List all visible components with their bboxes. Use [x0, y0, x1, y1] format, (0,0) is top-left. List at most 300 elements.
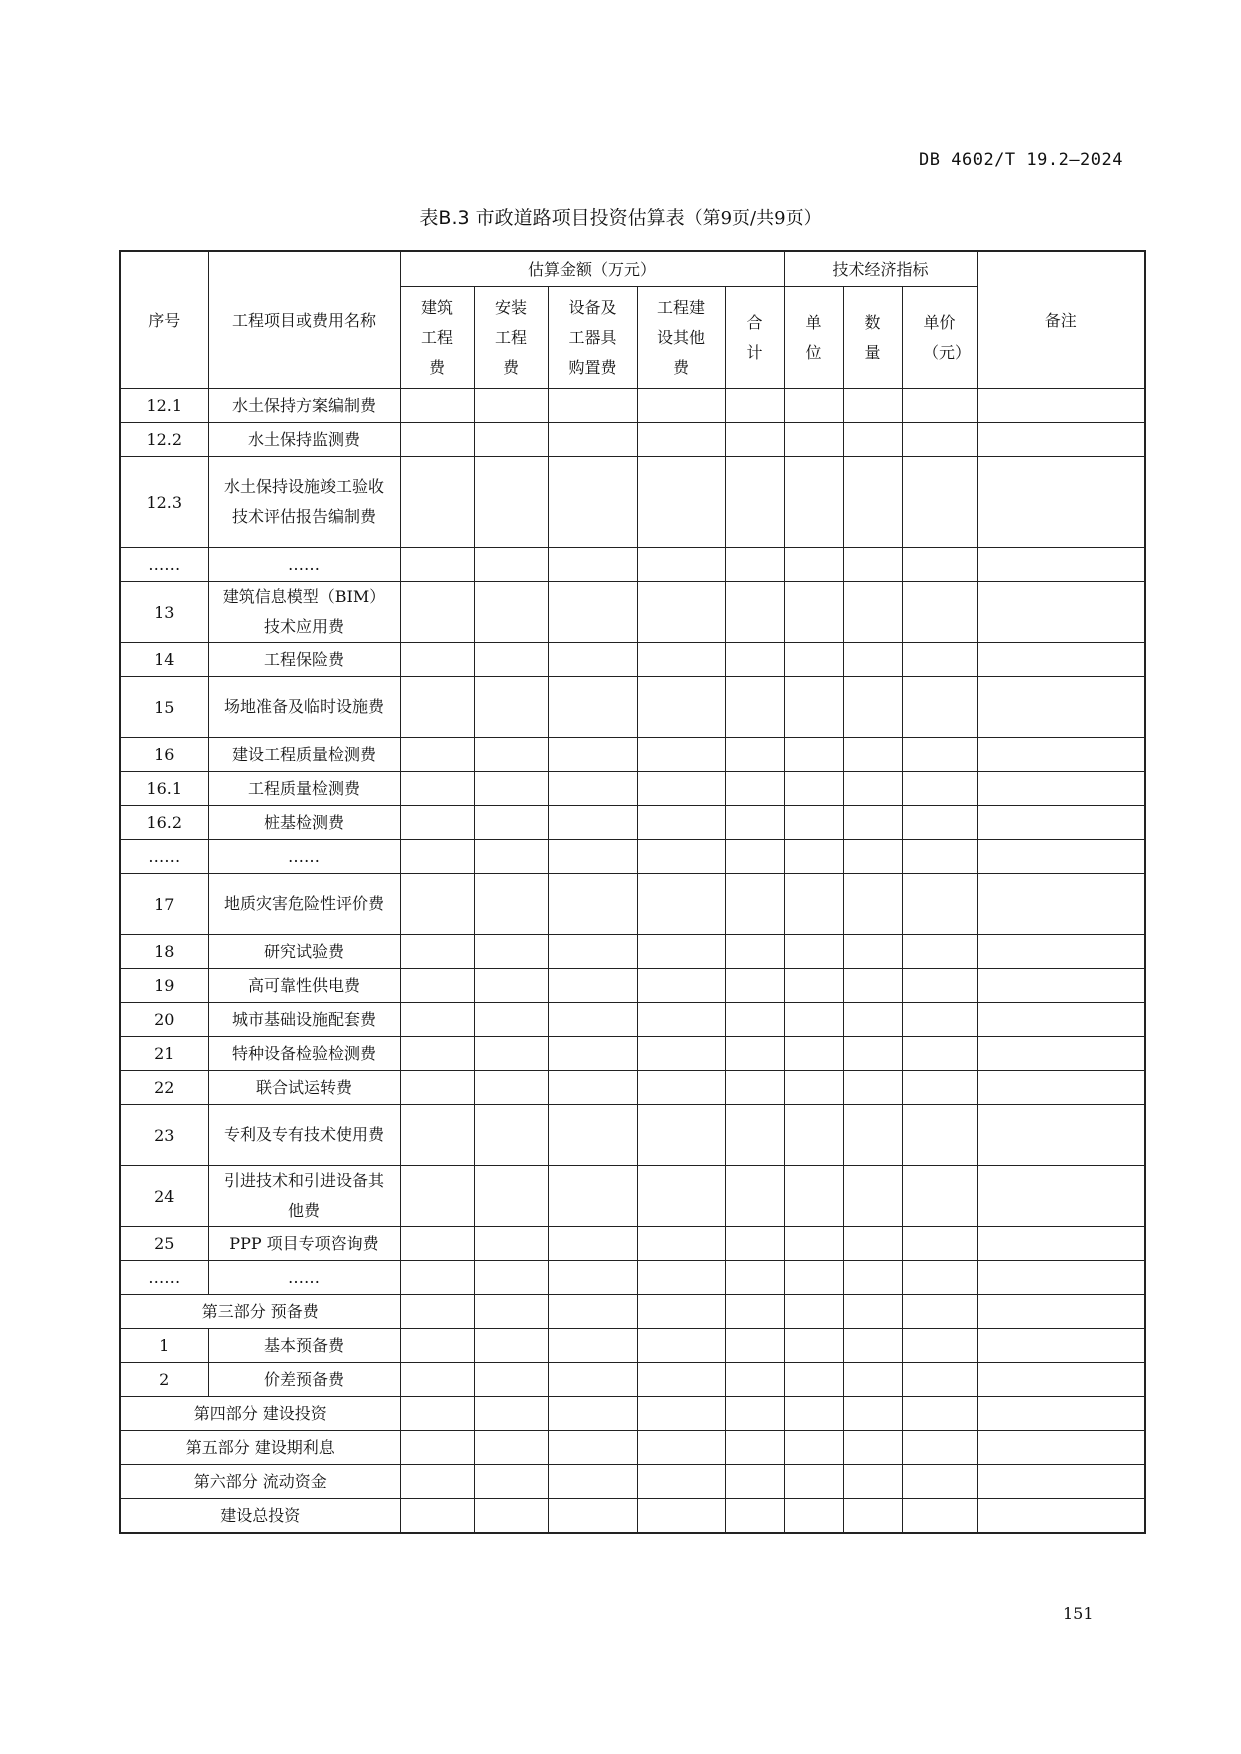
row-cell-8 — [902, 1071, 977, 1105]
row-seq: 14 — [120, 643, 208, 677]
row-name: 桩基检测费 — [208, 806, 400, 840]
part6-row-cell-6 — [784, 1465, 843, 1499]
row-cell-5 — [725, 677, 784, 738]
part6-row-cell-7 — [843, 1465, 902, 1499]
row-cell-1 — [400, 582, 474, 643]
page-number: 151 — [1063, 1604, 1094, 1623]
row-cell-7 — [843, 1363, 902, 1397]
table-row — [120, 1037, 1145, 1071]
row-cell-7 — [843, 874, 902, 935]
row-cell-1 — [400, 1329, 474, 1363]
row-cell-8 — [902, 806, 977, 840]
row-cell-4 — [637, 1003, 725, 1037]
total-row-cell-2 — [474, 1499, 548, 1534]
row-cell-1 — [400, 1003, 474, 1037]
row-cell-9 — [977, 389, 1145, 423]
row-cell-4 — [637, 969, 725, 1003]
table-row — [120, 1227, 1145, 1261]
row-cell-2 — [474, 1329, 548, 1363]
row-cell-1 — [400, 772, 474, 806]
row-cell-4 — [637, 643, 725, 677]
row-cell-6 — [784, 1329, 843, 1363]
row-cell-9 — [977, 643, 1145, 677]
row-cell-6 — [784, 1037, 843, 1071]
row-cell-5 — [725, 806, 784, 840]
row-cell-4 — [637, 840, 725, 874]
row-cell-3 — [548, 1261, 637, 1295]
header-name: 工程项目或费用名称 — [208, 251, 400, 389]
row-cell-1 — [400, 1227, 474, 1261]
header-sub-col-8: 单价（元） — [902, 287, 977, 389]
row-cell-3 — [548, 1227, 637, 1261]
row-cell-8 — [902, 389, 977, 423]
row-cell-3 — [548, 1363, 637, 1397]
part4-row-cell-9 — [977, 1397, 1145, 1431]
table-row — [120, 1071, 1145, 1105]
row-cell-2 — [474, 772, 548, 806]
row-cell-3 — [548, 643, 637, 677]
row-cell-4 — [637, 1037, 725, 1071]
row-seq: 16.2 — [120, 806, 208, 840]
row-cell-4 — [637, 1071, 725, 1105]
row-name: 研究试验费 — [208, 935, 400, 969]
part5-row — [120, 1431, 1145, 1465]
row-cell-3 — [548, 874, 637, 935]
table-row — [120, 423, 1145, 457]
row-seq: 24 — [120, 1166, 208, 1227]
row-cell-3 — [548, 840, 637, 874]
row-cell-2 — [474, 389, 548, 423]
row-cell-5 — [725, 423, 784, 457]
row-cell-6 — [784, 1261, 843, 1295]
row-cell-2 — [474, 840, 548, 874]
row-cell-6 — [784, 677, 843, 738]
total-row-cell-4 — [637, 1499, 725, 1534]
row-cell-5 — [725, 582, 784, 643]
row-cell-1 — [400, 1105, 474, 1166]
row-cell-3 — [548, 806, 637, 840]
row-cell-2 — [474, 677, 548, 738]
row-name: 建筑信息模型（BIM）技术应用费 — [208, 582, 400, 643]
row-cell-3 — [548, 389, 637, 423]
row-cell-2 — [474, 1166, 548, 1227]
part5-row-cell-5 — [725, 1431, 784, 1465]
row-cell-3 — [548, 935, 637, 969]
part3-row — [120, 1295, 1145, 1329]
part5-row-cell-1 — [400, 1431, 474, 1465]
part3-row-cell-9 — [977, 1295, 1145, 1329]
document-code: DB 4602/T 19.2—2024 — [919, 150, 1123, 170]
row-cell-8 — [902, 1105, 977, 1166]
row-cell-7 — [843, 969, 902, 1003]
row-cell-9 — [977, 1227, 1145, 1261]
row-cell-7 — [843, 643, 902, 677]
table-row — [120, 1329, 1145, 1363]
row-cell-9 — [977, 582, 1145, 643]
row-cell-2 — [474, 1363, 548, 1397]
row-seq: …… — [120, 840, 208, 874]
row-cell-5 — [725, 1166, 784, 1227]
total-row-cell-5 — [725, 1499, 784, 1534]
row-cell-3 — [548, 1105, 637, 1166]
row-cell-5 — [725, 840, 784, 874]
row-name: 城市基础设施配套费 — [208, 1003, 400, 1037]
row-name: 水土保持监测费 — [208, 423, 400, 457]
row-cell-5 — [725, 389, 784, 423]
row-name: 场地准备及临时设施费 — [208, 677, 400, 738]
row-cell-2 — [474, 935, 548, 969]
row-seq: 22 — [120, 1071, 208, 1105]
row-name: …… — [208, 548, 400, 582]
row-cell-9 — [977, 677, 1145, 738]
part4-row-label: 第四部分 建设投资 — [120, 1397, 400, 1431]
row-cell-5 — [725, 772, 784, 806]
row-cell-6 — [784, 1071, 843, 1105]
row-cell-6 — [784, 548, 843, 582]
row-seq: 13 — [120, 582, 208, 643]
header-remark: 备注 — [977, 251, 1145, 389]
row-cell-1 — [400, 806, 474, 840]
row-cell-1 — [400, 840, 474, 874]
row-name: 地质灾害危险性评价费 — [208, 874, 400, 935]
row-cell-2 — [474, 457, 548, 548]
row-seq: …… — [120, 1261, 208, 1295]
row-cell-6 — [784, 772, 843, 806]
row-cell-1 — [400, 548, 474, 582]
row-seq: 20 — [120, 1003, 208, 1037]
row-name: PPP 项目专项咨询费 — [208, 1227, 400, 1261]
part4-row — [120, 1397, 1145, 1431]
row-cell-5 — [725, 1105, 784, 1166]
row-cell-3 — [548, 423, 637, 457]
row-name: 建设工程质量检测费 — [208, 738, 400, 772]
table-row — [120, 874, 1145, 935]
row-cell-8 — [902, 772, 977, 806]
total-row-cell-6 — [784, 1499, 843, 1534]
total-row-cell-3 — [548, 1499, 637, 1534]
row-cell-9 — [977, 1329, 1145, 1363]
row-cell-1 — [400, 874, 474, 935]
part5-row-cell-3 — [548, 1431, 637, 1465]
row-cell-7 — [843, 1003, 902, 1037]
row-cell-6 — [784, 969, 843, 1003]
row-cell-1 — [400, 969, 474, 1003]
row-cell-8 — [902, 677, 977, 738]
row-cell-7 — [843, 840, 902, 874]
row-cell-5 — [725, 1227, 784, 1261]
table-title — [0, 203, 1241, 230]
row-cell-7 — [843, 1071, 902, 1105]
row-cell-5 — [725, 548, 784, 582]
row-cell-9 — [977, 969, 1145, 1003]
row-cell-4 — [637, 874, 725, 935]
row-cell-4 — [637, 1261, 725, 1295]
row-cell-9 — [977, 772, 1145, 806]
part4-row-cell-1 — [400, 1397, 474, 1431]
row-cell-9 — [977, 1105, 1145, 1166]
row-cell-8 — [902, 457, 977, 548]
part4-row-cell-7 — [843, 1397, 902, 1431]
row-cell-7 — [843, 772, 902, 806]
part3-row-cell-1 — [400, 1295, 474, 1329]
row-cell-2 — [474, 1261, 548, 1295]
total-row-cell-9 — [977, 1499, 1145, 1534]
row-name: …… — [208, 1261, 400, 1295]
table-row — [120, 582, 1145, 643]
row-cell-5 — [725, 1003, 784, 1037]
row-cell-4 — [637, 582, 725, 643]
part3-row-cell-6 — [784, 1295, 843, 1329]
row-cell-1 — [400, 935, 474, 969]
row-name: 联合试运转费 — [208, 1071, 400, 1105]
row-cell-7 — [843, 582, 902, 643]
row-cell-2 — [474, 582, 548, 643]
row-cell-1 — [400, 1363, 474, 1397]
row-seq: 15 — [120, 677, 208, 738]
row-cell-6 — [784, 738, 843, 772]
table-row — [120, 643, 1145, 677]
row-cell-7 — [843, 935, 902, 969]
header-indicator-group: 技术经济指标 — [784, 251, 977, 287]
total-row-cell-7 — [843, 1499, 902, 1534]
row-cell-6 — [784, 840, 843, 874]
row-seq: 2 — [120, 1363, 208, 1397]
table-row — [120, 1261, 1145, 1295]
row-cell-4 — [637, 1166, 725, 1227]
part4-row-cell-3 — [548, 1397, 637, 1431]
row-cell-1 — [400, 677, 474, 738]
table-row — [120, 1363, 1145, 1397]
row-cell-7 — [843, 1261, 902, 1295]
row-cell-2 — [474, 1037, 548, 1071]
row-cell-7 — [843, 457, 902, 548]
row-seq: 12.1 — [120, 389, 208, 423]
row-cell-4 — [637, 1329, 725, 1363]
row-cell-5 — [725, 1037, 784, 1071]
row-cell-6 — [784, 1003, 843, 1037]
row-cell-9 — [977, 423, 1145, 457]
row-cell-4 — [637, 677, 725, 738]
row-cell-9 — [977, 1363, 1145, 1397]
table-row — [120, 840, 1145, 874]
part5-row-cell-6 — [784, 1431, 843, 1465]
row-cell-5 — [725, 643, 784, 677]
row-cell-6 — [784, 389, 843, 423]
row-seq: 18 — [120, 935, 208, 969]
row-cell-3 — [548, 1166, 637, 1227]
total-row-cell-8 — [902, 1499, 977, 1534]
row-cell-9 — [977, 548, 1145, 582]
row-cell-9 — [977, 1261, 1145, 1295]
row-cell-5 — [725, 1363, 784, 1397]
row-cell-2 — [474, 1003, 548, 1037]
row-cell-1 — [400, 423, 474, 457]
row-seq: 17 — [120, 874, 208, 935]
row-cell-4 — [637, 772, 725, 806]
row-name: 高可靠性供电费 — [208, 969, 400, 1003]
part5-row-cell-4 — [637, 1431, 725, 1465]
part5-row-cell-7 — [843, 1431, 902, 1465]
part5-row-cell-8 — [902, 1431, 977, 1465]
part3-row-cell-4 — [637, 1295, 725, 1329]
row-name: 工程质量检测费 — [208, 772, 400, 806]
row-name: 引进技术和引进设备其他费 — [208, 1166, 400, 1227]
header-sub-col-4: 工程建设其他费 — [637, 287, 725, 389]
row-seq: 25 — [120, 1227, 208, 1261]
row-cell-1 — [400, 389, 474, 423]
part4-row-cell-2 — [474, 1397, 548, 1431]
row-cell-2 — [474, 548, 548, 582]
row-cell-7 — [843, 548, 902, 582]
part3-row-cell-7 — [843, 1295, 902, 1329]
header-sub-col-3: 设备及工器具购置费 — [548, 287, 637, 389]
table-row — [120, 457, 1145, 548]
row-cell-8 — [902, 1261, 977, 1295]
row-cell-4 — [637, 389, 725, 423]
row-cell-1 — [400, 1037, 474, 1071]
row-cell-1 — [400, 738, 474, 772]
row-cell-8 — [902, 738, 977, 772]
row-cell-4 — [637, 548, 725, 582]
row-cell-7 — [843, 806, 902, 840]
row-cell-8 — [902, 935, 977, 969]
row-cell-1 — [400, 1261, 474, 1295]
row-cell-9 — [977, 935, 1145, 969]
table-row — [120, 1105, 1145, 1166]
row-cell-6 — [784, 643, 843, 677]
row-cell-8 — [902, 1329, 977, 1363]
row-cell-7 — [843, 1166, 902, 1227]
row-cell-5 — [725, 738, 784, 772]
table-row — [120, 738, 1145, 772]
row-name: 价差预备费 — [208, 1363, 400, 1397]
row-seq: …… — [120, 548, 208, 582]
table-row — [120, 969, 1145, 1003]
row-cell-5 — [725, 969, 784, 1003]
row-cell-9 — [977, 1071, 1145, 1105]
header-sub-col-1: 建筑工程费 — [400, 287, 474, 389]
table-title-main: 表B.3 市政道路项目投资估算表 — [419, 207, 685, 229]
row-cell-5 — [725, 874, 784, 935]
row-cell-8 — [902, 1166, 977, 1227]
row-seq: 12.3 — [120, 457, 208, 548]
row-seq: 21 — [120, 1037, 208, 1071]
row-cell-2 — [474, 1071, 548, 1105]
part3-row-cell-5 — [725, 1295, 784, 1329]
row-name: 工程保险费 — [208, 643, 400, 677]
part3-row-label: 第三部分 预备费 — [120, 1295, 400, 1329]
part6-row-cell-4 — [637, 1465, 725, 1499]
row-cell-5 — [725, 1071, 784, 1105]
part6-row-label: 第六部分 流动资金 — [120, 1465, 400, 1499]
row-cell-1 — [400, 643, 474, 677]
row-cell-4 — [637, 935, 725, 969]
row-name: 水土保持设施竣工验收技术评估报告编制费 — [208, 457, 400, 548]
row-name: 特种设备检验检测费 — [208, 1037, 400, 1071]
table-row — [120, 1166, 1145, 1227]
row-cell-4 — [637, 1363, 725, 1397]
row-cell-6 — [784, 1105, 843, 1166]
row-cell-9 — [977, 874, 1145, 935]
row-cell-7 — [843, 1227, 902, 1261]
part3-row-cell-3 — [548, 1295, 637, 1329]
header-seq: 序号 — [120, 251, 208, 389]
row-cell-9 — [977, 840, 1145, 874]
row-cell-9 — [977, 738, 1145, 772]
row-cell-6 — [784, 935, 843, 969]
row-cell-1 — [400, 1071, 474, 1105]
row-cell-2 — [474, 1105, 548, 1166]
part3-row-cell-8 — [902, 1295, 977, 1329]
investment-estimate-table — [119, 250, 1146, 1534]
row-cell-3 — [548, 677, 637, 738]
header-sub-col-6: 单位 — [784, 287, 843, 389]
part6-row-cell-1 — [400, 1465, 474, 1499]
row-cell-9 — [977, 1166, 1145, 1227]
row-cell-8 — [902, 874, 977, 935]
part6-row-cell-9 — [977, 1465, 1145, 1499]
row-cell-3 — [548, 738, 637, 772]
part6-row-cell-8 — [902, 1465, 977, 1499]
row-cell-9 — [977, 1037, 1145, 1071]
part4-row-cell-5 — [725, 1397, 784, 1431]
row-cell-6 — [784, 457, 843, 548]
row-seq: 16.1 — [120, 772, 208, 806]
row-cell-2 — [474, 643, 548, 677]
row-cell-8 — [902, 548, 977, 582]
row-cell-2 — [474, 738, 548, 772]
row-cell-7 — [843, 738, 902, 772]
row-cell-8 — [902, 582, 977, 643]
table-title-page: （第9页/共9页） — [684, 208, 822, 229]
row-seq: 19 — [120, 969, 208, 1003]
row-cell-3 — [548, 1003, 637, 1037]
row-cell-8 — [902, 1037, 977, 1071]
part4-row-cell-6 — [784, 1397, 843, 1431]
row-cell-5 — [725, 1261, 784, 1295]
part6-row-cell-5 — [725, 1465, 784, 1499]
part5-row-label: 第五部分 建设期利息 — [120, 1431, 400, 1465]
row-cell-4 — [637, 1227, 725, 1261]
row-cell-1 — [400, 1166, 474, 1227]
part4-row-cell-4 — [637, 1397, 725, 1431]
row-cell-3 — [548, 582, 637, 643]
row-cell-2 — [474, 969, 548, 1003]
row-seq: 16 — [120, 738, 208, 772]
part4-row-cell-8 — [902, 1397, 977, 1431]
row-seq: 23 — [120, 1105, 208, 1166]
row-cell-8 — [902, 840, 977, 874]
table-row — [120, 806, 1145, 840]
table-row — [120, 677, 1145, 738]
table-row — [120, 1003, 1145, 1037]
row-cell-8 — [902, 1003, 977, 1037]
table-row — [120, 935, 1145, 969]
row-cell-6 — [784, 423, 843, 457]
row-cell-2 — [474, 806, 548, 840]
row-cell-8 — [902, 643, 977, 677]
table-row — [120, 772, 1145, 806]
row-cell-5 — [725, 457, 784, 548]
row-cell-6 — [784, 1363, 843, 1397]
row-cell-2 — [474, 1227, 548, 1261]
part5-row-cell-9 — [977, 1431, 1145, 1465]
header-estimate-group: 估算金额（万元） — [400, 251, 784, 287]
row-cell-4 — [637, 738, 725, 772]
row-cell-5 — [725, 935, 784, 969]
part3-row-cell-2 — [474, 1295, 548, 1329]
row-cell-8 — [902, 1363, 977, 1397]
